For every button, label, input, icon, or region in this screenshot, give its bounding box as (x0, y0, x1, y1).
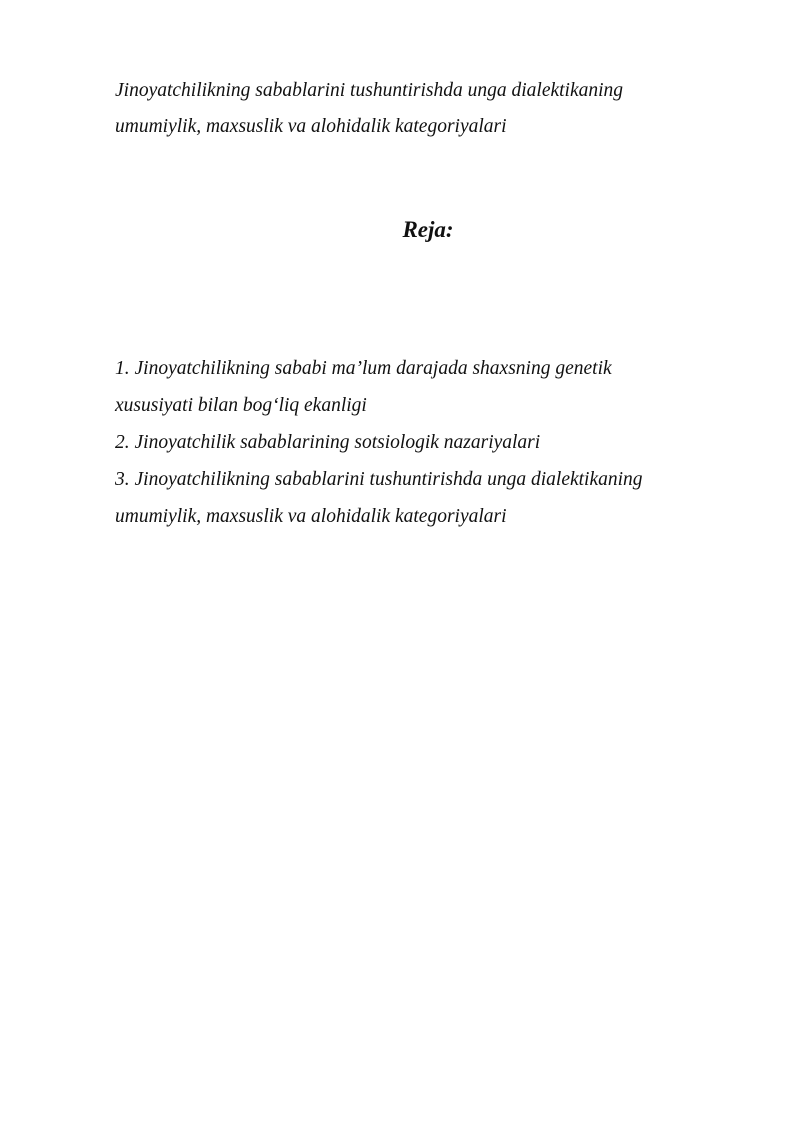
plan-item-2 (115, 424, 735, 461)
document-title-line: umumiylik, maxsuslik va alohidalik kategoriyalari (115, 116, 507, 137)
plan-item-line: 3. Jinoyatchilikning sabablarini tushuntirishda unga dialektikaning (115, 469, 643, 490)
plan-item-line: 1. Jinoyatchilikning sababi ma’lum darajada shaxsning genetik (115, 358, 612, 379)
plan-item-line: 2. Jinoyatchilik sabablarining sotsiologik nazariyalari (115, 432, 541, 453)
plan-item-3 (115, 461, 735, 535)
plan-item-line: xususiyati bilan bog‘liq ekanligi (115, 395, 367, 416)
plan-item-line: umumiylik, maxsuslik va alohidalik kategoriyalari (115, 506, 507, 527)
plan-list (115, 350, 735, 535)
plan-heading: Reja: (402, 217, 454, 242)
document-title (115, 73, 715, 145)
document-title-line: Jinoyatchilikning sabablarini tushuntirishda unga dialektikaning (115, 80, 624, 101)
plan-item-1 (115, 350, 735, 424)
